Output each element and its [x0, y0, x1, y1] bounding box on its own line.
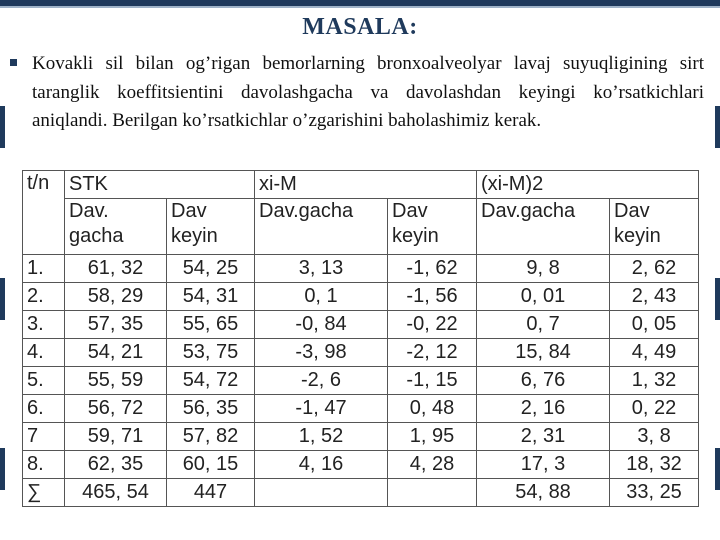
- row-index: 4.: [23, 339, 65, 367]
- sum-xi-after: [388, 479, 477, 507]
- table-row: [23, 367, 699, 395]
- sq-before-value: 17, 3: [477, 451, 610, 479]
- xi-after-value: 0, 48: [388, 395, 477, 423]
- sq-after-value: 3, 8: [610, 423, 699, 451]
- sq-after-value: 2, 43: [610, 283, 699, 311]
- subheader-stk-before: Dav. gacha: [65, 199, 167, 255]
- row-index: 1.: [23, 255, 65, 283]
- xi-before-value: -1, 47: [255, 395, 388, 423]
- row-index: 8.: [23, 451, 65, 479]
- table-row: [23, 255, 699, 283]
- row-index: 2.: [23, 283, 65, 311]
- xi-before-value: -0, 84: [255, 311, 388, 339]
- stk-after-value: 57, 82: [167, 423, 255, 451]
- xi-after-value: -1, 56: [388, 283, 477, 311]
- table-row: [23, 283, 699, 311]
- top-border-line: [0, 6, 720, 8]
- right-edge-mark: [715, 278, 720, 320]
- sq-before-value: 15, 84: [477, 339, 610, 367]
- sq-before-value: 9, 8: [477, 255, 610, 283]
- sq-after-value: 4, 49: [610, 339, 699, 367]
- stk-after-value: 55, 65: [167, 311, 255, 339]
- stk-before-value: 54, 21: [65, 339, 167, 367]
- stk-before-value: 59, 71: [65, 423, 167, 451]
- problem-text: Kovakli sil bilan og’rigan bemorlarning bronxoalveolyar lavaj suyuqligining sirt taranglik koeffitsientini davolashgacha va davolashdan keyingi ko’rsatkichlari aniqlandi. Berilgan ko’rsatkichlar o’zgarishini baholashimiz kerak.: [32, 53, 704, 131]
- subheader-stk-after: Dav keyin: [167, 199, 255, 255]
- table-row: [23, 423, 699, 451]
- left-edge-mark: [0, 106, 5, 148]
- sum-xi-before: [255, 479, 388, 507]
- sum-stk-after: 447: [167, 479, 255, 507]
- stk-before-value: 61, 32: [65, 255, 167, 283]
- row-index: 5.: [23, 367, 65, 395]
- stk-after-value: 53, 75: [167, 339, 255, 367]
- stk-after-value: 60, 15: [167, 451, 255, 479]
- bullet-square-icon: [10, 59, 17, 66]
- subheader-xi-after: Dav keyin: [388, 199, 477, 255]
- xi-after-value: 4, 28: [388, 451, 477, 479]
- right-edge-mark: [715, 448, 720, 490]
- column-header-xi-m: xi-M: [255, 171, 477, 199]
- table-row: [23, 451, 699, 479]
- column-header-stk: STK: [65, 171, 255, 199]
- stk-before-value: 62, 35: [65, 451, 167, 479]
- sq-after-value: 18, 32: [610, 451, 699, 479]
- stk-before-value: 57, 35: [65, 311, 167, 339]
- sq-after-value: 0, 22: [610, 395, 699, 423]
- table-row: [23, 395, 699, 423]
- problem-statement: [10, 50, 704, 136]
- table-row: [23, 339, 699, 367]
- sq-before-value: 6, 76: [477, 367, 610, 395]
- sum-stk-before: 465, 54: [65, 479, 167, 507]
- left-edge-mark: [0, 278, 5, 320]
- xi-before-value: -3, 98: [255, 339, 388, 367]
- right-edge-mark: [715, 106, 720, 148]
- xi-before-value: 0, 1: [255, 283, 388, 311]
- table-row: [23, 311, 699, 339]
- row-index: 6.: [23, 395, 65, 423]
- sq-before-value: 0, 7: [477, 311, 610, 339]
- xi-after-value: -0, 22: [388, 311, 477, 339]
- sum-sq-after: 33, 25: [610, 479, 699, 507]
- stk-after-value: 54, 72: [167, 367, 255, 395]
- sq-before-value: 0, 01: [477, 283, 610, 311]
- subheader-sq-after: Dav keyin: [610, 199, 699, 255]
- sq-after-value: 0, 05: [610, 311, 699, 339]
- subheader-sq-before: Dav.gacha: [477, 199, 610, 255]
- row-index: 7: [23, 423, 65, 451]
- sum-sq-before: 54, 88: [477, 479, 610, 507]
- xi-after-value: -1, 62: [388, 255, 477, 283]
- xi-before-value: -2, 6: [255, 367, 388, 395]
- stk-after-value: 54, 25: [167, 255, 255, 283]
- data-table-container: [22, 170, 698, 507]
- table-sum-row: [23, 479, 699, 507]
- row-index: 3.: [23, 311, 65, 339]
- slide-title: MASALA:: [302, 14, 418, 40]
- table-header-row: [23, 171, 699, 199]
- column-header-xi-m-squared: (xi-M)2: [477, 171, 699, 199]
- sq-after-value: 2, 62: [610, 255, 699, 283]
- stk-after-value: 56, 35: [167, 395, 255, 423]
- sq-before-value: 2, 31: [477, 423, 610, 451]
- column-header-index: t/n: [23, 171, 65, 255]
- left-edge-mark: [0, 448, 5, 490]
- sum-symbol: ∑: [23, 479, 65, 507]
- xi-after-value: 1, 95: [388, 423, 477, 451]
- xi-after-value: -2, 12: [388, 339, 477, 367]
- xi-after-value: -1, 15: [388, 367, 477, 395]
- stk-before-value: 58, 29: [65, 283, 167, 311]
- stk-before-value: 56, 72: [65, 395, 167, 423]
- xi-before-value: 4, 16: [255, 451, 388, 479]
- table-subheader-row: [23, 199, 699, 255]
- stk-before-value: 55, 59: [65, 367, 167, 395]
- sq-after-value: 1, 32: [610, 367, 699, 395]
- xi-before-value: 3, 13: [255, 255, 388, 283]
- xi-before-value: 1, 52: [255, 423, 388, 451]
- data-table: [22, 170, 699, 507]
- stk-after-value: 54, 31: [167, 283, 255, 311]
- subheader-xi-before: Dav.gacha: [255, 199, 388, 255]
- sq-before-value: 2, 16: [477, 395, 610, 423]
